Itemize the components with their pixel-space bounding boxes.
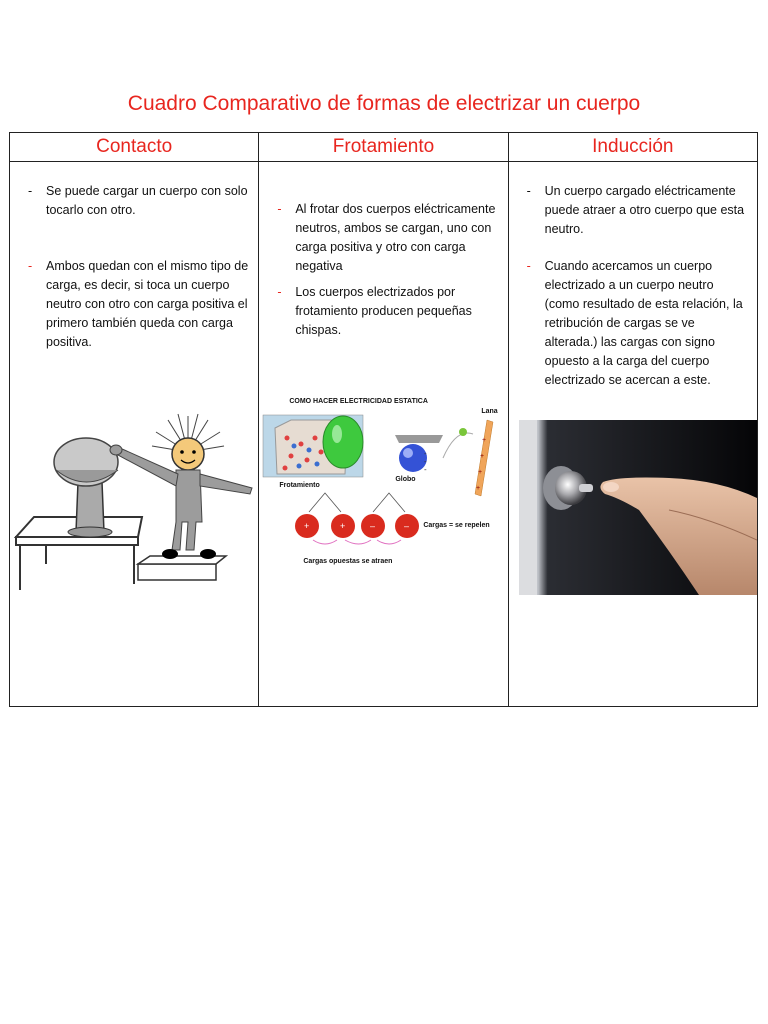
list-item — [273, 200, 499, 276]
bullet: - — [28, 184, 33, 198]
item-text: Ambos quedan con el mismo tipo de carga, es decir, si toca un cuerpo neutro con otro con carga positiva el primero también queda con carga positiva. — [46, 259, 249, 349]
bullet: - — [277, 285, 282, 299]
heading-frotamiento: Frotamiento — [259, 133, 508, 162]
bullet: - — [277, 202, 282, 216]
page-title: Cuadro Comparativo de formas de electrizar un cuerpo — [127, 92, 641, 115]
diagram-drawing — [261, 398, 505, 608]
comparison-table — [9, 132, 758, 707]
svg-text:–: – — [370, 521, 376, 531]
label-frotamiento: Frotamiento — [279, 482, 320, 489]
contacto-list — [24, 182, 250, 371]
list-item — [24, 257, 250, 352]
finger-doorknob-photo-icon — [519, 420, 757, 595]
bullet: - — [28, 259, 33, 273]
item-text: Al frotar dos cuerpos eléctricamente neutros, ambos se cargan, uno con carga positiva y otro con carga negativa — [295, 202, 496, 273]
static-electricity-diagram-icon — [261, 398, 505, 608]
heading-contacto: Contacto — [10, 133, 259, 162]
svg-text:+: + — [476, 485, 481, 492]
diagram-heading: COMO HACER ELECTRICIDAD ESTATICA — [289, 398, 428, 405]
svg-text:+: + — [480, 453, 485, 460]
header-row — [10, 133, 758, 162]
svg-text:+: + — [304, 521, 310, 531]
frotamiento-list — [273, 200, 499, 359]
stick-figure-icon — [106, 412, 256, 567]
list-item — [24, 182, 250, 220]
label-lana: Lana — [481, 408, 498, 415]
bullet: - — [526, 259, 531, 273]
svg-text:-: - — [424, 457, 427, 466]
induccion-list — [523, 182, 749, 409]
svg-text:-: - — [424, 465, 427, 474]
bullet: - — [526, 184, 531, 198]
heading-induccion: Inducción — [508, 133, 757, 162]
svg-text:+: + — [482, 437, 487, 444]
list-item — [523, 257, 749, 390]
list-item — [273, 283, 499, 340]
item-text: Se puede cargar un cuerpo con solo tocarlo con otro. — [46, 184, 248, 217]
svg-text:–: – — [404, 521, 410, 531]
item-text: Cuando acercamos un cuerpo electrizado a un cuerpo neutro (como resultado de esta relación, la retribución de cargas se ve alterada.) las cargas con signo opuesto a la carga del cuerpo electrizado se acercan a este. — [544, 259, 743, 387]
cell-induccion — [508, 162, 757, 707]
svg-text:-: - — [424, 449, 427, 458]
item-text: Un cuerpo cargado eléctricamente puede atraer a otro cuerpo que esta neutro. — [544, 184, 745, 236]
label-repelen: Cargas = se repelen — [423, 522, 490, 529]
label-globo: Globo — [395, 476, 416, 483]
content-row — [10, 162, 758, 707]
list-item — [523, 182, 749, 239]
svg-text:+: + — [340, 521, 346, 531]
cell-frotamiento — [259, 162, 508, 707]
cell-contacto — [10, 162, 259, 707]
item-text: Los cuerpos electrizados por frotamiento producen pequeñas chispas. — [295, 285, 472, 337]
svg-text:+: + — [478, 469, 483, 476]
label-atraen: Cargas opuestas se atraen — [303, 558, 393, 565]
